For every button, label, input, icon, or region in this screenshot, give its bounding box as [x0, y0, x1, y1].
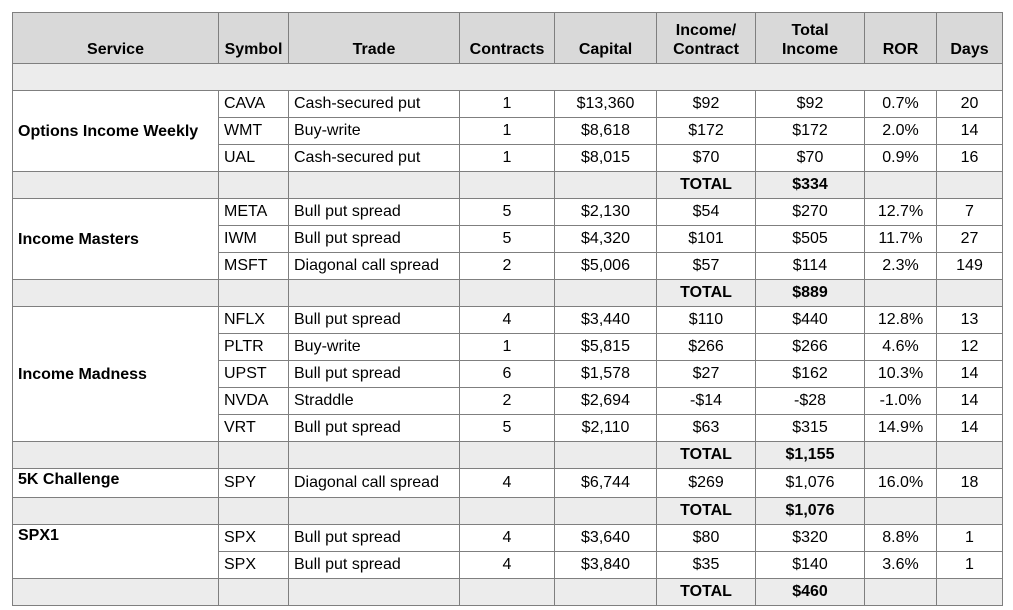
contracts-cell: 2: [460, 388, 555, 415]
total-income-cell: $315: [756, 415, 865, 442]
header-row: [13, 13, 1003, 64]
capital-cell: $8,618: [555, 118, 657, 145]
header-symbol: Symbol: [219, 13, 289, 64]
blank-cell: [289, 579, 460, 606]
days-cell: 1: [937, 552, 1003, 579]
trade-cell: Bull put spread: [289, 552, 460, 579]
days-cell: 14: [937, 388, 1003, 415]
blank-cell: [865, 498, 937, 525]
trade-cell: Buy-write: [289, 118, 460, 145]
table-row: [13, 525, 1003, 552]
capital-cell: $3,440: [555, 307, 657, 334]
symbol-cell: SPX: [219, 552, 289, 579]
contracts-cell: 4: [460, 525, 555, 552]
trade-cell: Bull put spread: [289, 307, 460, 334]
blank-cell: [13, 579, 219, 606]
group-total-row: [13, 579, 1003, 606]
header-income-per-contract: [657, 13, 756, 64]
trade-cell: Diagonal call spread: [289, 469, 460, 498]
service-cell: Income Masters: [13, 199, 219, 280]
income-per-contract-cell: $92: [657, 91, 756, 118]
days-cell: 13: [937, 307, 1003, 334]
symbol-cell: SPY: [219, 469, 289, 498]
blank-cell: [219, 579, 289, 606]
table-row: [13, 91, 1003, 118]
trade-cell: Bull put spread: [289, 415, 460, 442]
contracts-cell: 1: [460, 334, 555, 361]
income-per-contract-cell: $80: [657, 525, 756, 552]
trade-cell: Cash-secured put: [289, 145, 460, 172]
blank-cell: [460, 280, 555, 307]
blank-cell: [289, 172, 460, 199]
capital-cell: $2,110: [555, 415, 657, 442]
capital-cell: $6,744: [555, 469, 657, 498]
blank-cell: [289, 498, 460, 525]
blank-cell: [865, 280, 937, 307]
capital-cell: $4,320: [555, 226, 657, 253]
blank-cell: [555, 442, 657, 469]
capital-cell: $2,130: [555, 199, 657, 226]
group-total-value: $889: [756, 280, 865, 307]
blank-cell: [555, 172, 657, 199]
total-income-cell: $1,076: [756, 469, 865, 498]
blank-cell: [937, 280, 1003, 307]
service-cell: 5K Challenge: [13, 469, 219, 498]
income-per-contract-cell: $54: [657, 199, 756, 226]
total-income-cell: $172: [756, 118, 865, 145]
trade-cell: Bull put spread: [289, 361, 460, 388]
income-per-contract-cell: $266: [657, 334, 756, 361]
header-days: Days: [937, 13, 1003, 64]
contracts-cell: 5: [460, 415, 555, 442]
income-per-contract-cell: -$14: [657, 388, 756, 415]
trade-cell: Diagonal call spread: [289, 253, 460, 280]
header-income-per-contract-line1: Income/: [675, 22, 737, 39]
ror-cell: 0.9%: [865, 145, 937, 172]
header-total-income-line1: Total: [791, 22, 829, 39]
contracts-cell: 4: [460, 307, 555, 334]
total-income-cell: $70: [756, 145, 865, 172]
group-total-row: [13, 172, 1003, 199]
symbol-cell: MSFT: [219, 253, 289, 280]
symbol-cell: NVDA: [219, 388, 289, 415]
days-cell: 1: [937, 525, 1003, 552]
header-contracts: Contracts: [460, 13, 555, 64]
table-body: [13, 64, 1003, 606]
group-total-row: [13, 280, 1003, 307]
ror-cell: 14.9%: [865, 415, 937, 442]
capital-cell: $8,015: [555, 145, 657, 172]
blank-cell: [219, 280, 289, 307]
ror-cell: 0.7%: [865, 91, 937, 118]
contracts-cell: 1: [460, 145, 555, 172]
days-cell: 7: [937, 199, 1003, 226]
total-income-cell: $270: [756, 199, 865, 226]
income-per-contract-cell: $269: [657, 469, 756, 498]
blank-cell: [219, 442, 289, 469]
table-row: [13, 469, 1003, 498]
ror-cell: 16.0%: [865, 469, 937, 498]
income-per-contract-cell: $35: [657, 552, 756, 579]
days-cell: 27: [937, 226, 1003, 253]
trade-cell: Straddle: [289, 388, 460, 415]
symbol-cell: META: [219, 199, 289, 226]
blank-cell: [13, 172, 219, 199]
income-per-contract-cell: $110: [657, 307, 756, 334]
ror-cell: 12.8%: [865, 307, 937, 334]
total-income-cell: $505: [756, 226, 865, 253]
income-trades-table: [12, 12, 1003, 606]
ror-cell: 11.7%: [865, 226, 937, 253]
contracts-cell: 1: [460, 91, 555, 118]
total-income-cell: $92: [756, 91, 865, 118]
total-income-cell: $162: [756, 361, 865, 388]
days-cell: 14: [937, 361, 1003, 388]
capital-cell: $5,815: [555, 334, 657, 361]
symbol-cell: VRT: [219, 415, 289, 442]
ror-cell: 8.8%: [865, 525, 937, 552]
service-cell: Options Income Weekly: [13, 91, 219, 172]
ror-cell: 12.7%: [865, 199, 937, 226]
ror-cell: 10.3%: [865, 361, 937, 388]
table-row: [13, 307, 1003, 334]
trade-cell: Cash-secured put: [289, 91, 460, 118]
ror-cell: 2.3%: [865, 253, 937, 280]
group-total-row: [13, 498, 1003, 525]
trade-cell: Bull put spread: [289, 199, 460, 226]
days-cell: 16: [937, 145, 1003, 172]
total-income-cell: $140: [756, 552, 865, 579]
capital-cell: $5,006: [555, 253, 657, 280]
blank-cell: [555, 498, 657, 525]
capital-cell: $3,640: [555, 525, 657, 552]
total-label: TOTAL: [657, 442, 756, 469]
ror-cell: -1.0%: [865, 388, 937, 415]
blank-cell: [13, 442, 219, 469]
total-label: TOTAL: [657, 498, 756, 525]
blank-cell: [865, 172, 937, 199]
blank-cell: [13, 498, 219, 525]
blank-cell: [13, 280, 219, 307]
ror-cell: 4.6%: [865, 334, 937, 361]
total-income-cell: $266: [756, 334, 865, 361]
capital-cell: $2,694: [555, 388, 657, 415]
contracts-cell: 5: [460, 199, 555, 226]
days-cell: 14: [937, 415, 1003, 442]
contracts-cell: 6: [460, 361, 555, 388]
ror-cell: 3.6%: [865, 552, 937, 579]
header-total-income-line2: Income: [781, 41, 838, 58]
contracts-cell: 2: [460, 253, 555, 280]
symbol-cell: NFLX: [219, 307, 289, 334]
blank-cell: [289, 280, 460, 307]
blank-cell: [460, 498, 555, 525]
symbol-cell: WMT: [219, 118, 289, 145]
blank-cell: [865, 579, 937, 606]
income-per-contract-cell: $63: [657, 415, 756, 442]
group-total-value: $334: [756, 172, 865, 199]
header-income-per-contract-line2: Contract: [673, 41, 739, 58]
trade-cell: Buy-write: [289, 334, 460, 361]
header-total-income: [756, 13, 865, 64]
capital-cell: $1,578: [555, 361, 657, 388]
days-cell: 20: [937, 91, 1003, 118]
blank-cell: [865, 442, 937, 469]
total-label: TOTAL: [657, 280, 756, 307]
total-income-cell: -$28: [756, 388, 865, 415]
contracts-cell: 4: [460, 469, 555, 498]
blank-cell: [460, 172, 555, 199]
blank-cell: [555, 579, 657, 606]
capital-cell: $13,360: [555, 91, 657, 118]
header-ror: ROR: [865, 13, 937, 64]
contracts-cell: 5: [460, 226, 555, 253]
spacer-row: [13, 64, 1003, 91]
table-row: [13, 199, 1003, 226]
days-cell: 18: [937, 469, 1003, 498]
days-cell: 149: [937, 253, 1003, 280]
income-per-contract-cell: $27: [657, 361, 756, 388]
total-income-cell: $114: [756, 253, 865, 280]
total-income-cell: $440: [756, 307, 865, 334]
blank-cell: [555, 280, 657, 307]
total-income-cell: $320: [756, 525, 865, 552]
trade-cell: Bull put spread: [289, 226, 460, 253]
blank-cell: [937, 172, 1003, 199]
income-per-contract-cell: $101: [657, 226, 756, 253]
group-total-value: $460: [756, 579, 865, 606]
symbol-cell: SPX: [219, 525, 289, 552]
income-per-contract-cell: $70: [657, 145, 756, 172]
total-label: TOTAL: [657, 579, 756, 606]
trade-cell: Bull put spread: [289, 525, 460, 552]
capital-cell: $3,840: [555, 552, 657, 579]
symbol-cell: UAL: [219, 145, 289, 172]
symbol-cell: CAVA: [219, 91, 289, 118]
ror-cell: 2.0%: [865, 118, 937, 145]
service-cell: SPX1: [13, 525, 219, 579]
service-cell: Income Madness: [13, 307, 219, 442]
total-label: TOTAL: [657, 172, 756, 199]
header-service: Service: [13, 13, 219, 64]
blank-cell: [219, 172, 289, 199]
blank-cell: [937, 442, 1003, 469]
blank-cell: [460, 579, 555, 606]
income-per-contract-cell: $172: [657, 118, 756, 145]
blank-cell: [219, 498, 289, 525]
days-cell: 12: [937, 334, 1003, 361]
contracts-cell: 4: [460, 552, 555, 579]
header-trade: Trade: [289, 13, 460, 64]
blank-cell: [460, 442, 555, 469]
header-capital: Capital: [555, 13, 657, 64]
days-cell: 14: [937, 118, 1003, 145]
blank-cell: [937, 579, 1003, 606]
income-per-contract-cell: $57: [657, 253, 756, 280]
contracts-cell: 1: [460, 118, 555, 145]
group-total-value: $1,076: [756, 498, 865, 525]
blank-cell: [937, 498, 1003, 525]
group-total-row: [13, 442, 1003, 469]
symbol-cell: IWM: [219, 226, 289, 253]
group-total-value: $1,155: [756, 442, 865, 469]
symbol-cell: UPST: [219, 361, 289, 388]
blank-cell: [289, 442, 460, 469]
symbol-cell: PLTR: [219, 334, 289, 361]
